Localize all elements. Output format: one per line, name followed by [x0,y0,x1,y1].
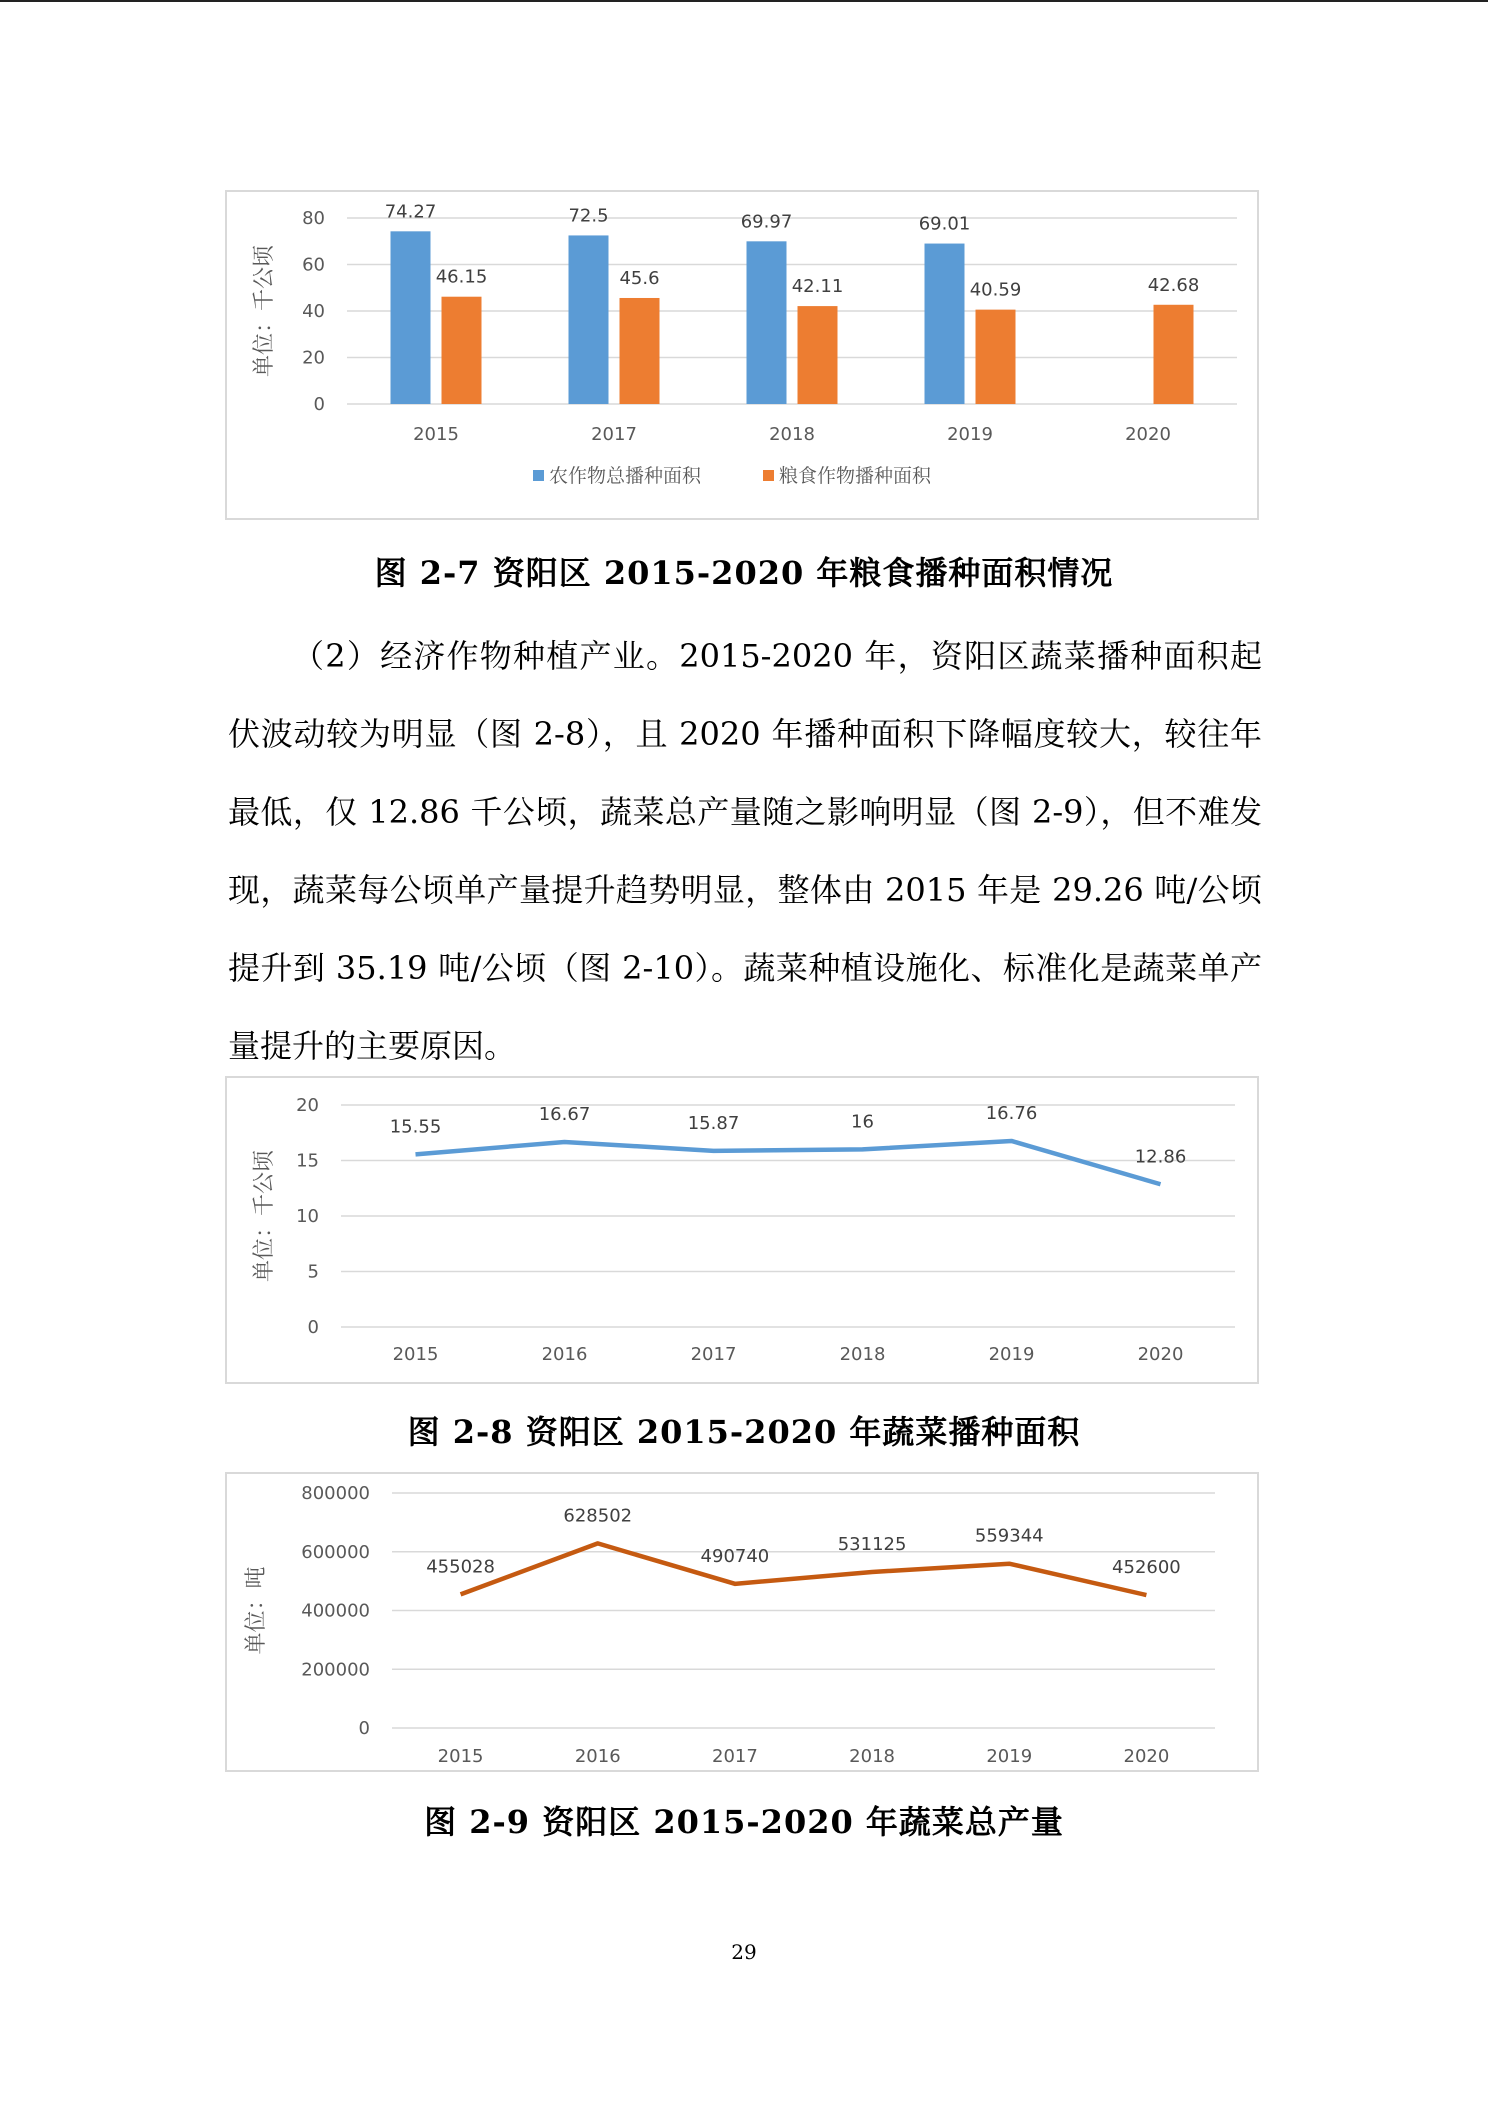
y-tick-label: 0 [307,1317,319,1338]
page-number: 29 [731,1940,757,1964]
y-tick-label: 200000 [301,1659,370,1681]
data-label: 45.6 [619,267,660,289]
data-label: 12.86 [1134,1146,1187,1168]
figure-2-8-caption: 图 2-8 资阳区 2015-2020 年蔬菜播种面积 [407,1413,1081,1451]
vegetable-area-line-chart-svg [227,1078,1257,1382]
x-tick-label: 2017 [712,1746,758,1767]
x-tick-label: 2018 [769,424,815,445]
x-tick-label: 2020 [1123,1746,1170,1767]
bar [620,298,660,404]
y-axis-label: 单位：吨 [244,1566,269,1655]
data-label: 42.68 [1147,274,1200,296]
data-label: 455028 [426,1556,495,1578]
legend-swatch [533,470,544,481]
body-paragraph: （2）经济作物种植产业。2015-2020 年，资阳区蔬菜播种面积起伏波动较为明显（图 2-8），且 2020 年播种面积下降幅度较大，较往年最低，仅 12.86 千公顷，蔬菜总产量随之影响明显（图 2-9），但不难发现，蔬菜每公顷单产量提升趋势明显，整体由 2015 年是 29.26 吨/公顷提升到 35.19 吨/公顷（图 2-10）。蔬菜种植设施化、标准化是蔬菜单产量提升的主要原因。 [228,637,1262,1065]
data-label: 15.87 [687,1112,740,1134]
page-top-edge [0,0,1488,2]
data-label: 452600 [1112,1557,1181,1579]
x-tick-label: 2015 [392,1344,439,1365]
y-tick-label: 15 [296,1150,319,1172]
vegetable-output-line-chart [225,1472,1259,1772]
y-tick-label: 0 [358,1718,370,1739]
y-tick-label: 60 [302,254,325,276]
y-axis-label: 单位：千公顷 [252,1149,277,1283]
data-label: 15.55 [389,1116,442,1138]
data-label: 46.15 [435,266,488,288]
figure-2-7-caption: 图 2-7 资阳区 2015-2020 年粮食播种面积情况 [374,554,1114,592]
vegetable-area-line-chart [225,1076,1259,1384]
figure-2-9-caption: 图 2-9 资阳区 2015-2020 年蔬菜总产量 [424,1803,1064,1841]
data-label: 69.01 [918,213,971,235]
data-label: 40.59 [969,279,1022,301]
y-tick-label: 10 [296,1206,319,1227]
x-tick-label: 2019 [986,1746,1033,1767]
data-label: 16 [851,1111,874,1133]
grain-area-bar-chart-svg [227,192,1257,518]
grain-area-bar-chart [225,190,1259,520]
bar [442,297,482,404]
data-label: 16.67 [538,1103,591,1125]
y-tick-label: 400000 [301,1600,370,1622]
data-label: 16.76 [985,1102,1038,1124]
data-label: 628502 [563,1505,633,1527]
bar [391,231,431,404]
x-tick-label: 2015 [437,1746,484,1767]
y-tick-label: 40 [302,301,325,322]
vegetable-output-line-chart-svg [227,1474,1257,1770]
series-line [416,1141,1161,1184]
data-label: 42.11 [791,276,844,298]
data-label: 531125 [837,1533,907,1555]
x-tick-label: 2016 [541,1344,588,1365]
y-axis-label: 单位：千公顷 [252,244,277,378]
x-tick-label: 2020 [1137,1344,1184,1365]
x-tick-label: 2019 [947,424,993,445]
data-label: 490740 [700,1545,770,1567]
x-tick-label: 2018 [839,1344,886,1365]
y-tick-label: 20 [302,347,325,369]
bar [1154,305,1194,404]
bar [747,241,787,404]
data-label: 74.27 [384,201,437,223]
data-label: 72.5 [568,205,609,227]
y-tick-label: 0 [313,394,325,415]
x-tick-label: 2018 [849,1746,895,1767]
legend-label: 农作物总播种面积 [549,465,702,487]
x-tick-label: 2017 [591,424,637,445]
data-label: 559344 [974,1525,1044,1547]
y-tick-label: 5 [307,1261,319,1283]
bar [925,244,965,404]
x-tick-label: 2020 [1125,424,1171,445]
legend-swatch [763,470,774,481]
bar [976,310,1016,404]
legend-label: 粮食作物播种面积 [779,465,932,487]
x-tick-label: 2019 [988,1344,1035,1365]
y-tick-label: 600000 [301,1541,370,1563]
x-tick-label: 2017 [690,1344,737,1365]
x-tick-label: 2015 [413,424,459,445]
x-tick-label: 2016 [574,1746,621,1767]
bar [798,306,838,404]
data-label: 69.97 [740,211,793,233]
y-tick-label: 20 [296,1095,319,1116]
bar [569,235,609,404]
y-tick-label: 800000 [301,1483,370,1504]
y-tick-label: 80 [302,208,325,229]
